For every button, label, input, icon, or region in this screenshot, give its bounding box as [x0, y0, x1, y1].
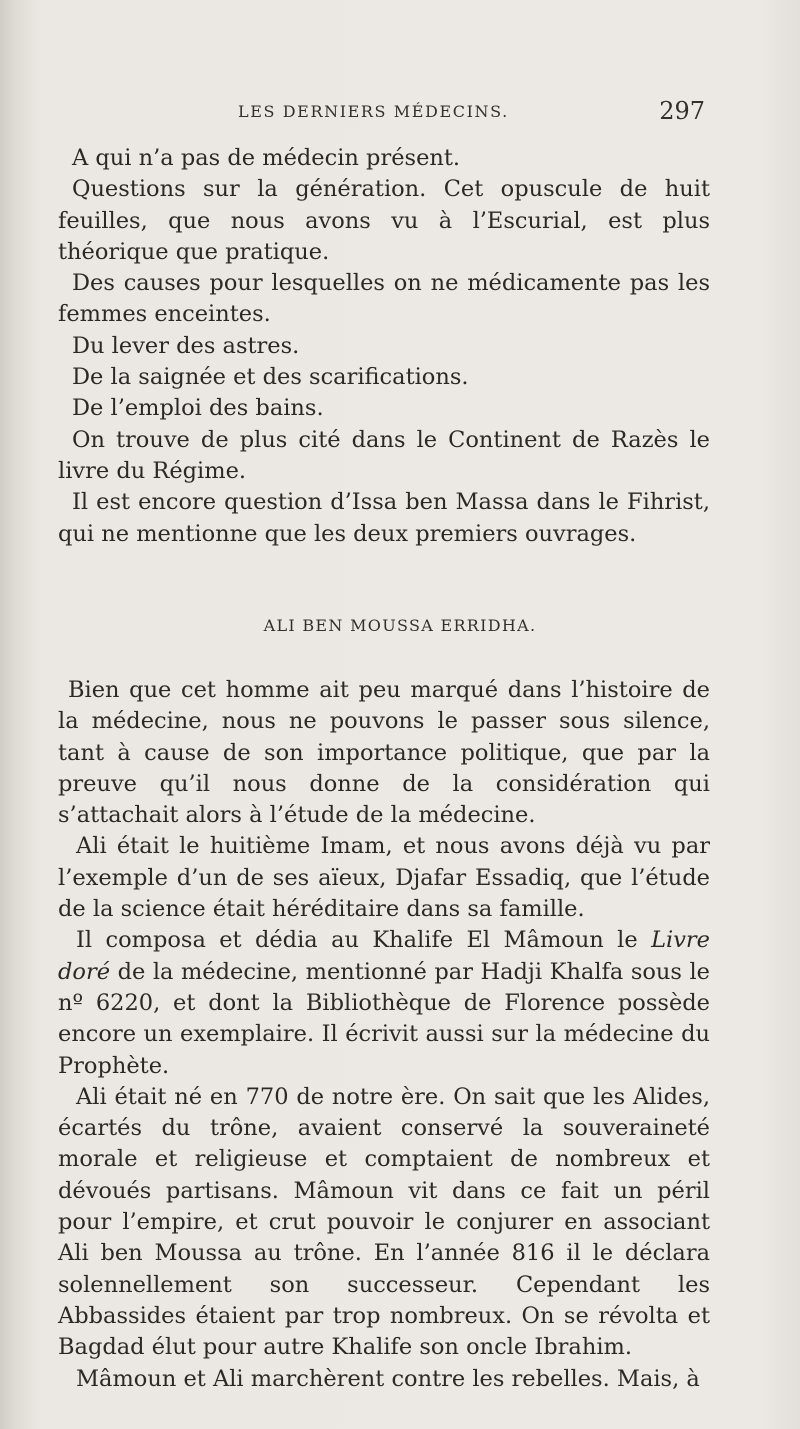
paragraph: Du lever des astres. — [72, 332, 300, 359]
paragraph — [58, 925, 710, 1081]
paragraph: Il est encore question d’Issa ben Massa dans le Fihrist, qui ne mentionne que les deux premiers ouvrages. — [58, 489, 710, 547]
paragraph: Ali était le huitième Imam, et nous avons déjà vu par l’exemple d’un de ses aïeux, Djafar Essadiq, que l’étude de la science était héréditaire dans sa famille. — [58, 833, 710, 923]
paragraph: On trouve de plus cité dans le Continent de Razès le livre du Régime. — [58, 426, 710, 484]
paragraph: De l’emploi des bains. — [72, 395, 324, 422]
book-title-italic: Livre doré — [58, 927, 710, 985]
running-title: LES DERNIERS MÉDECINS. — [238, 102, 509, 121]
section-title: ALI BEN MOUSSA ERRIDHA. — [263, 616, 537, 635]
text-block-upper — [58, 143, 710, 550]
text-block-lower — [58, 675, 710, 1395]
paragraph: Questions sur la génération. Cet opuscule de huit feuilles, que nous avons vu à l’Escurial, est plus théorique que pratique. — [58, 176, 710, 265]
paragraph: Ali était né en 770 de notre ère. On sait que les Alides, écartés du trône, avaient conservé la souveraineté morale et religieuse et comptaient de nombreux et dévoués partisans. Mâmoun vit dans ce fait un péril pour l’empire, et crut pouvoir le conjurer en associant Ali ben Moussa au trône. En l’année 816 il le déclara solennellement son successeur. Cependant les Abbassides étaient par trop nombreux. On se révolta et Bagdad élut pour autre Khalife son oncle Ibrahim. — [58, 1083, 710, 1361]
text-run: de la médecine, mentionné par Hadji Khalfa sous le nº 6220, et dont la Bibliothèque de Florence possède encore un exemplaire. Il écrivit aussi sur la médecine du Prophète. — [58, 958, 710, 1079]
page-number: 297 — [659, 97, 705, 125]
paragraph: Mâmoun et Ali marchèrent contre les rebelles. Mais, à — [76, 1365, 700, 1392]
page-header — [0, 97, 800, 130]
paragraph: De la saignée et des scarifications. — [72, 364, 469, 391]
paragraph: A qui n’a pas de médecin présent. — [72, 145, 461, 171]
text-run: Il composa et dédia au Khalife El Mâmoun le — [76, 927, 652, 954]
paragraph: Bien que cet homme ait peu marqué dans l’histoire de la médecine, nous ne pouvons le passer sous silence, tant à cause de son importance politique, que par la preuve qu’il nous donne de la considération qui s’attachait alors à l’étude de la médecine. — [58, 677, 710, 829]
paragraph: Des causes pour lesquelles on ne médicamente pas les femmes enceintes. — [58, 270, 710, 328]
